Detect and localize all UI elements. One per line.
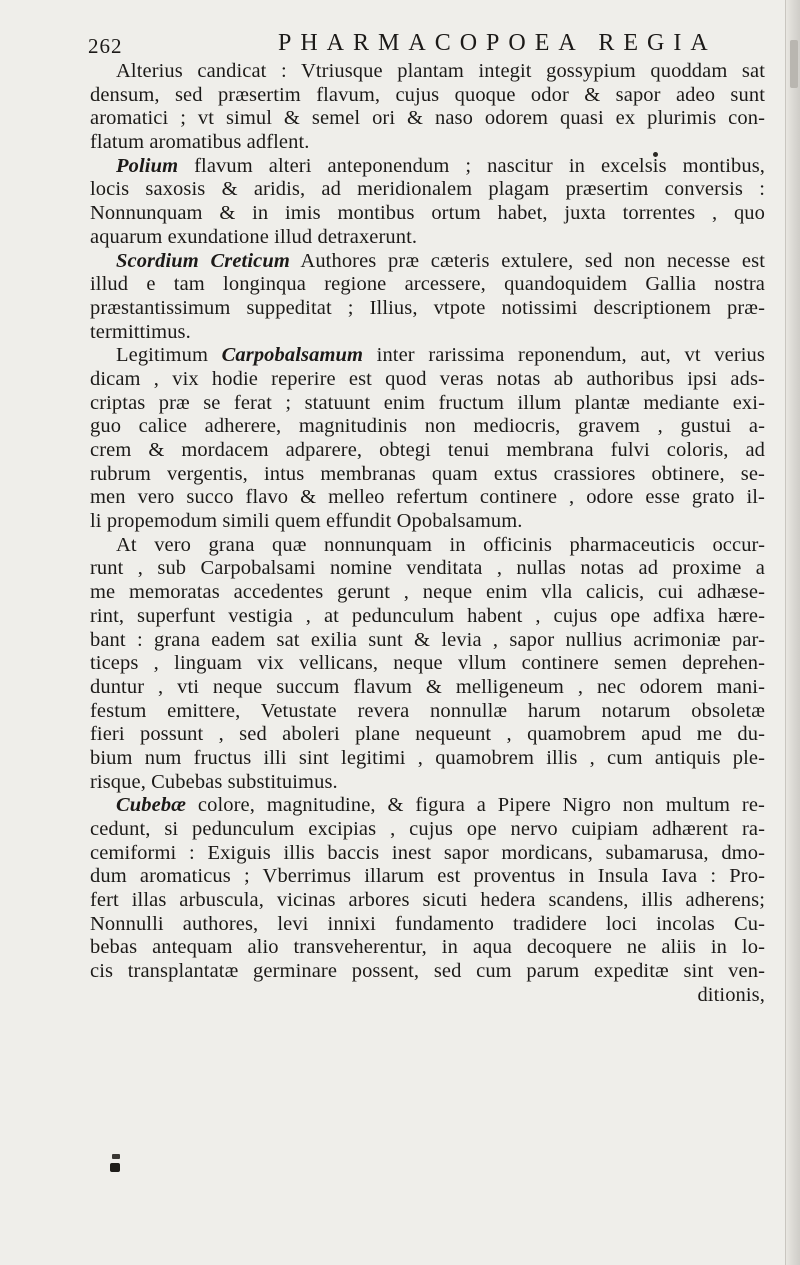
text-segment: ticeps , linguam vix vellicans, neque vllum continere semen deprehen-	[90, 652, 765, 675]
text-segment: dicam , vix hodie reperire est quod veras notas ab authoribus ipsi ads-	[90, 367, 765, 390]
text-line	[90, 439, 765, 463]
text-line	[90, 463, 765, 487]
text-segment: Nonnunquam & in imis montibus ortum habet, juxta torrentes , quo	[90, 202, 765, 225]
text-line	[90, 652, 765, 676]
text-line	[90, 178, 765, 202]
text-line	[90, 486, 765, 510]
text-segment: cis transplantatæ germinare possent, sed cum parum expeditæ sint ven-	[90, 960, 765, 983]
text-line	[90, 273, 765, 297]
text-line	[90, 960, 765, 984]
italic-term: Scordium Creticum	[116, 249, 290, 272]
running-title: PHARMACOPOEA REGIA	[278, 30, 717, 56]
text-line	[90, 771, 765, 795]
text-line	[90, 344, 765, 368]
text-segment: rubrum vergentis, intus membranas quam extus crassiores obtinere, se-	[90, 462, 765, 485]
text-segment: guo calice adherere, magnitudinis non mediocris, gravem , gustui a-	[90, 415, 765, 438]
text-segment: flatum aromatibus adflent.	[90, 131, 310, 154]
text-segment: Alterius candicat : Vtriusque plantam integit gossypium quoddam sat	[116, 60, 765, 82]
text-line	[90, 534, 765, 558]
ink-mark	[112, 1154, 120, 1159]
text-segment: li propemodum simili quem effundit Opobalsamum.	[90, 510, 523, 533]
text-line	[90, 747, 765, 771]
text-line	[90, 984, 765, 1008]
page-edge-mark	[790, 40, 798, 88]
text-segment: fert illas arbuscula, vicinas arbores sicuti hedera scandens, illis adherens;	[90, 889, 765, 912]
italic-term: Polium	[116, 154, 179, 177]
text-segment: risque, Cubebas substituimus.	[90, 770, 338, 793]
text-segment: Authores præ cæteris extulere, sed non necesse est	[289, 249, 766, 272]
text-line	[90, 794, 765, 818]
text-line	[90, 723, 765, 747]
text-segment: rint, superfunt vestigia , at pedunculum habent , cujus ope adfixa hære-	[90, 604, 765, 627]
text-line	[90, 60, 765, 84]
page-edge	[785, 0, 800, 1265]
text-segment: termittimus.	[90, 320, 191, 343]
text-line	[90, 131, 765, 155]
text-line	[90, 865, 765, 889]
text-segment: bium num fructus illi sint legitimi , quamobrem illis , cum antiquis ple-	[90, 746, 765, 769]
text-segment: præstantissimum suppeditat ; Illius, vtpote notissimi descriptionem præ-	[90, 296, 765, 319]
ink-mark	[110, 1163, 120, 1172]
text-line	[90, 936, 765, 960]
text-line	[90, 297, 765, 321]
page-header	[88, 30, 768, 60]
text-line	[90, 392, 765, 416]
text-line	[90, 250, 765, 274]
text-segment: Nonnulli authores, levi innixi fundamento tradidere loci incolas Cu-	[90, 912, 765, 935]
body-text	[90, 60, 765, 1008]
text-segment: fieri possunt , sed aboleri plane nequeunt , quamobrem apud me du-	[90, 723, 765, 746]
text-line	[90, 581, 765, 605]
text-segment: illud e tam longinqua regione arcessere, quandoquidem Gallia nostra	[90, 273, 765, 296]
text-segment: inter rarissima reponendum, aut, vt verius	[363, 344, 765, 367]
text-segment: me memoratas accedentes gerunt , neque enim vlla calicis, cui adhæse-	[90, 581, 765, 604]
italic-term: Carpobalsamum	[221, 344, 364, 367]
text-segment: densum, sed præsertim flavum, cujus quoque odor & sapor adeo sunt	[90, 83, 765, 106]
text-segment: crem & mordacem adparere, obtegi tenui membrana fulvi coloris, ad	[90, 439, 765, 461]
text-line	[90, 818, 765, 842]
text-segment: cemiformi : Exiguis illis baccis inest sapor mordicans, subamarusa, dmo-	[90, 841, 765, 864]
text-segment: aquarum exundatione illud detraxerunt.	[90, 225, 418, 248]
text-segment: men vero succo flavo & melleo refertum continere , odore esse grato il-	[90, 486, 765, 509]
text-line	[90, 84, 765, 108]
text-line	[90, 629, 765, 653]
page-number: 262	[88, 34, 123, 58]
text-segment: festum emittere, Vetustate revera nonnullæ harum notarum obsoletæ	[90, 699, 765, 722]
text-line	[90, 700, 765, 724]
text-segment: criptas præ se ferat ; statuunt enim fructum illum plantæ mediante exi-	[90, 391, 765, 414]
text-segment: colore, magnitudine, & figura a Pipere Nigro non multum re-	[186, 794, 765, 817]
text-segment: duntur , vti neque succum flavum & melligeneum , nec odorem mani-	[90, 675, 765, 698]
text-segment: bant : grana eadem sat exilia sunt & levia , sapor nullius acrimoniæ par-	[90, 628, 765, 651]
text-line	[90, 107, 765, 131]
text-line	[90, 676, 765, 700]
text-line	[90, 889, 765, 913]
text-segment: cedunt, si pedunculum excipias , cujus ope nervo cuipiam adhærent ra-	[90, 818, 765, 840]
text-segment: locis saxosis & aridis, ad meridionalem plagam præsertim conversis :	[90, 178, 765, 201]
italic-term: Cubebæ	[116, 794, 187, 817]
text-line	[90, 321, 765, 345]
text-line	[90, 202, 765, 226]
text-segment: At vero grana quæ nonnunquam in officinis pharmaceuticis occur-	[116, 533, 765, 556]
text-line	[90, 226, 765, 250]
text-segment: dum aromaticus ; Vberrimus illarum est proventus in Insula Iava : Pro-	[90, 865, 765, 888]
text-segment: bebas antequam alio transveherentur, in aqua decoquere ne aliis in lo-	[90, 936, 765, 959]
text-segment: ditionis,	[697, 983, 765, 1006]
text-segment: Legitimum	[116, 344, 222, 367]
text-line	[90, 605, 765, 629]
text-line	[90, 842, 765, 866]
text-segment: aromatici ; vt simul & semel ori & naso odorem quasi ex plurimis con-	[90, 107, 765, 130]
text-segment: flavum alteri anteponendum ; nascitur in excelsis montibus,	[178, 154, 765, 177]
text-line	[90, 510, 765, 534]
text-segment: runt , sub Carpobalsami nomine venditata , nullas notas ad proxime a	[90, 557, 765, 580]
text-line	[90, 913, 765, 937]
text-line	[90, 557, 765, 581]
text-line	[90, 415, 765, 439]
text-line	[90, 368, 765, 392]
text-line	[90, 155, 765, 179]
